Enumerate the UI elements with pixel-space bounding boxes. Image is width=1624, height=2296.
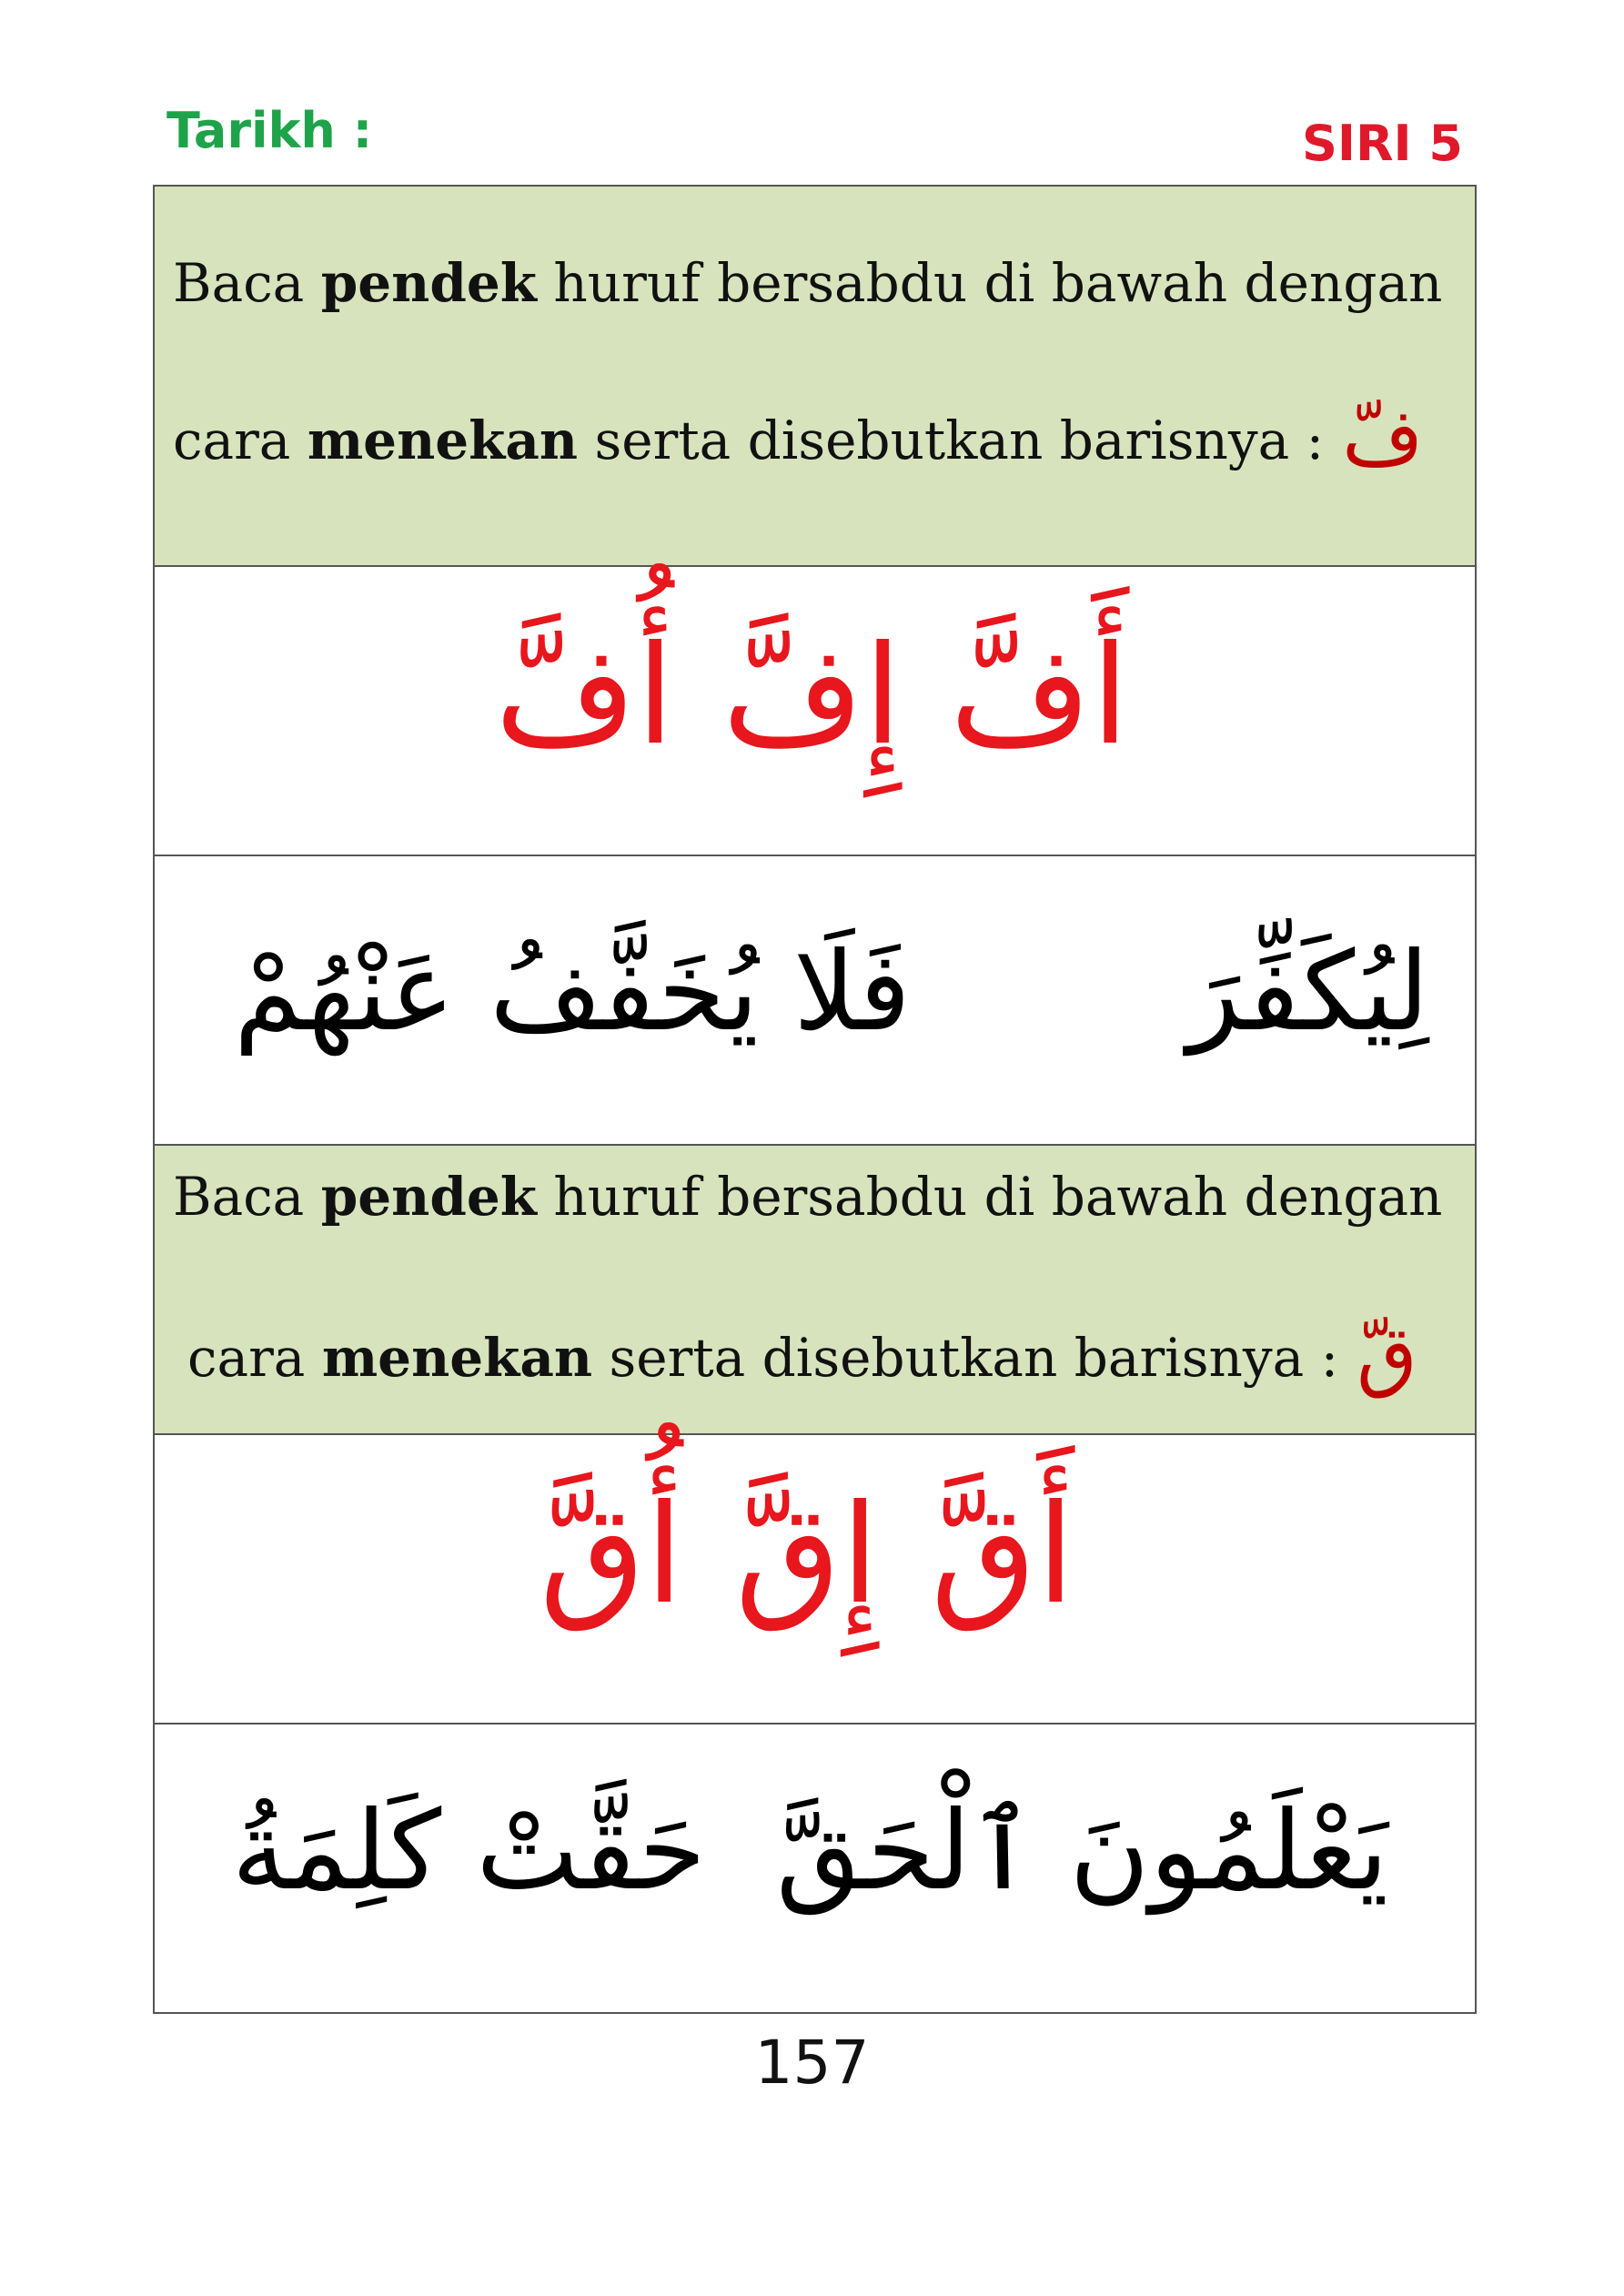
- target-letter: فّ: [1342, 392, 1424, 483]
- letter-damma: أُفَّ: [494, 617, 674, 775]
- letter-kasra: إِقَّ: [734, 1476, 879, 1634]
- letters-row-2: [155, 1433, 1475, 1723]
- words-row-2: [155, 1723, 1475, 2012]
- word-phrase: لِيُكَفِّرَ: [1187, 929, 1429, 1056]
- exercise-table: [153, 185, 1477, 2014]
- letters-row-1: [155, 565, 1475, 855]
- word-phrase: فَلَا يُخَفَّفُ عَنْهُمْ: [233, 929, 911, 1056]
- instruction-line-1: Baca pendek huruf bersabdu di bawah dengan: [173, 252, 1443, 314]
- instruction-row-1: [155, 187, 1475, 565]
- letter-fatha: أَقَّ: [930, 1476, 1074, 1634]
- letter-kasra: إِفَّ: [721, 617, 902, 775]
- instruction-line-1: Baca pendek huruf bersabdu di bawah dengan: [173, 1166, 1443, 1228]
- word-phrase: يَعْلَمُونَ ٱلْحَقَّ: [775, 1788, 1388, 1915]
- instruction-line-2: cara menekan serta disebutkan barisnya : فّ: [173, 392, 1424, 483]
- word-phrase: حَقَّتْ كَلِمَةُ: [231, 1788, 706, 1915]
- page-number: 157: [754, 2028, 870, 2098]
- instruction-row-2: [155, 1144, 1475, 1433]
- target-letter: قّ: [1357, 1310, 1417, 1401]
- series-label: SIRI 5: [1301, 115, 1463, 172]
- letter-fatha: أَفَّ: [949, 617, 1129, 775]
- letter-damma: أُقَّ: [539, 1476, 683, 1634]
- words-row-1: [155, 855, 1475, 1144]
- date-label: Tarikh :: [166, 102, 373, 159]
- instruction-line-2: cara menekan serta disebutkan barisnya : قّ: [187, 1310, 1417, 1401]
